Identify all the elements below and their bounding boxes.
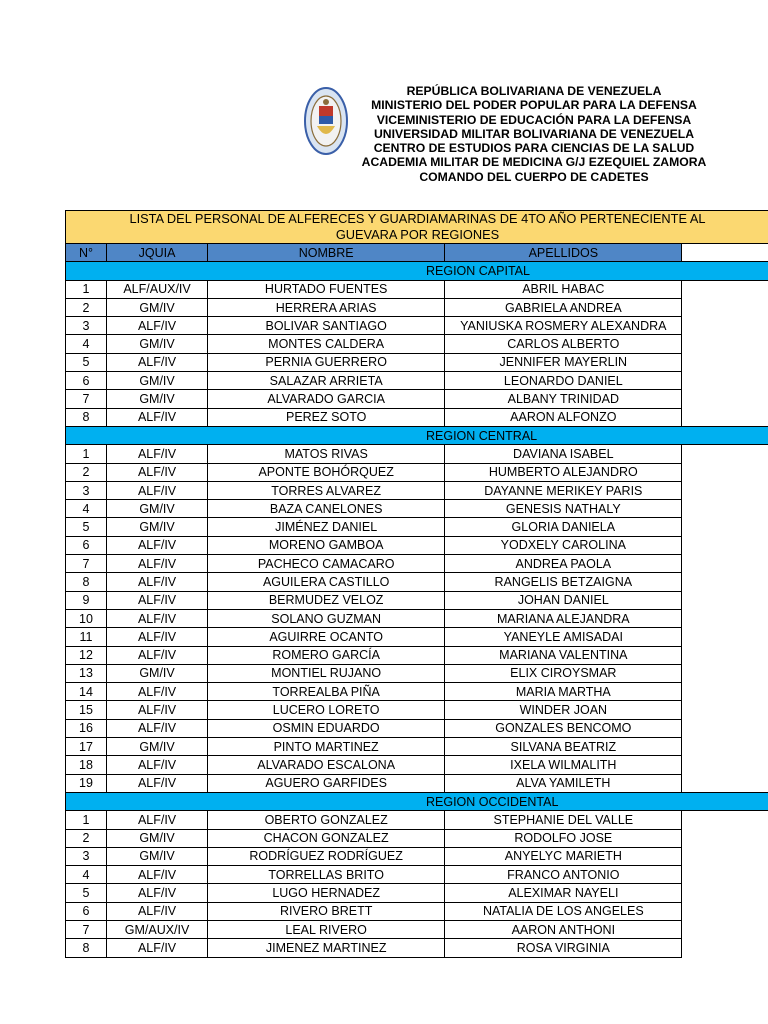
cell-surname: ALVARADO GARCIA: [208, 390, 445, 408]
cell-number: 15: [66, 701, 107, 719]
blank-cell: [682, 591, 768, 609]
cell-number: 6: [66, 536, 107, 554]
blank-cell: [682, 902, 768, 920]
column-header-row: [66, 244, 768, 262]
table-row: [66, 939, 768, 957]
cell-surname: ROMERO GARCÍA: [208, 646, 445, 664]
cell-rank: GM/IV: [107, 335, 208, 353]
cell-given-names: YANEYLE AMISADAI: [445, 628, 682, 646]
cell-given-names: LEONARDO DANIEL: [445, 372, 682, 390]
blank-cell: [682, 280, 768, 298]
blank-cell: [682, 756, 768, 774]
cell-rank: ALF/IV: [107, 774, 208, 792]
blank-cell: [682, 774, 768, 792]
blank-cell: [682, 372, 768, 390]
blank-cell: [682, 463, 768, 481]
blank-cell: [682, 573, 768, 591]
blank-cell: [682, 811, 768, 829]
cell-given-names: ANDREA PAOLA: [445, 555, 682, 573]
cell-given-names: GLORIA DANIELA: [445, 518, 682, 536]
cell-rank: ALF/IV: [107, 609, 208, 627]
cell-rank: GM/AUX/IV: [107, 920, 208, 938]
cell-surname: AGUIRRE OCANTO: [208, 628, 445, 646]
header-line: VICEMINISTERIO DE EDUCACIÓN PARA LA DEFENSA: [376, 112, 692, 127]
cell-given-names: RODOLFO JOSE: [445, 829, 682, 847]
cell-rank: ALF/IV: [107, 555, 208, 573]
table-row: [66, 463, 768, 481]
cell-given-names: YODXELY CAROLINA: [445, 536, 682, 554]
region-row: [66, 426, 768, 444]
cell-surname: MATOS RIVAS: [208, 445, 445, 463]
cell-rank: ALF/IV: [107, 811, 208, 829]
table-row: [66, 390, 768, 408]
cell-rank: ALF/IV: [107, 646, 208, 664]
cell-rank: GM/IV: [107, 298, 208, 316]
blank-cell: [682, 920, 768, 938]
cell-given-names: YANIUSKA ROSMERY ALEXANDRA: [445, 317, 682, 335]
cell-number: 6: [66, 902, 107, 920]
blank-cell: [682, 683, 768, 701]
blank-cell: [682, 701, 768, 719]
cell-given-names: ALBANY TRINIDAD: [445, 390, 682, 408]
cell-given-names: JENNIFER MAYERLIN: [445, 353, 682, 371]
table-row: [66, 591, 768, 609]
table-title: [66, 211, 768, 243]
table-row: [66, 518, 768, 536]
table-row: [66, 847, 768, 865]
cell-given-names: WINDER JOAN: [445, 701, 682, 719]
cell-rank: GM/IV: [107, 372, 208, 390]
blank-cell: [682, 628, 768, 646]
cell-given-names: ANYELYC MARIETH: [445, 847, 682, 865]
document-header: [300, 84, 768, 188]
blank-cell: [682, 317, 768, 335]
cell-number: 19: [66, 774, 107, 792]
cell-surname: MONTES CALDERA: [208, 335, 445, 353]
cell-rank: GM/IV: [107, 847, 208, 865]
cell-number: 1: [66, 280, 107, 298]
cell-surname: LEAL RIVERO: [208, 920, 445, 938]
cell-number: 3: [66, 317, 107, 335]
table-row: [66, 500, 768, 518]
cell-number: 13: [66, 664, 107, 682]
table-row: [66, 573, 768, 591]
cell-given-names: ABRIL HABAC: [445, 280, 682, 298]
blank-cell: [682, 719, 768, 737]
cell-rank: ALF/IV: [107, 884, 208, 902]
cell-number: 7: [66, 920, 107, 938]
cell-given-names: FRANCO ANTONIO: [445, 866, 682, 884]
blank-cell: [682, 738, 768, 756]
cell-surname: ALVARADO ESCALONA: [208, 756, 445, 774]
cell-number: 9: [66, 591, 107, 609]
cell-surname: TORRELLAS BRITO: [208, 866, 445, 884]
cell-number: 2: [66, 463, 107, 481]
cell-surname: HERRERA ARIAS: [208, 298, 445, 316]
cell-number: 3: [66, 481, 107, 499]
cell-surname: LUGO HERNADEZ: [208, 884, 445, 902]
cell-rank: GM/IV: [107, 829, 208, 847]
cell-surname: RODRÍGUEZ RODRÍGUEZ: [208, 847, 445, 865]
cell-rank: GM/IV: [107, 518, 208, 536]
cell-number: 8: [66, 939, 107, 957]
cell-given-names: DAYANNE MERIKEY PARIS: [445, 481, 682, 499]
blank-cell: [682, 847, 768, 865]
blank-cell: [682, 664, 768, 682]
blank-cell: [682, 335, 768, 353]
table-row: [66, 664, 768, 682]
table-row: [66, 280, 768, 298]
blank-cell: [682, 445, 768, 463]
blank-cell: [682, 866, 768, 884]
column-header-rank: JQUIA: [107, 244, 208, 262]
cell-number: 7: [66, 390, 107, 408]
cell-rank: ALF/IV: [107, 628, 208, 646]
cell-surname: SOLANO GUZMAN: [208, 609, 445, 627]
cell-number: 17: [66, 738, 107, 756]
table-row: [66, 609, 768, 627]
cell-rank: ALF/IV: [107, 353, 208, 371]
column-header-number: N°: [66, 244, 107, 262]
region-name: REGION OCCIDENTAL: [426, 794, 559, 809]
cell-number: 3: [66, 847, 107, 865]
table-row: [66, 408, 768, 426]
cell-given-names: ALEXIMAR NAYELI: [445, 884, 682, 902]
cell-surname: HURTADO FUENTES: [208, 280, 445, 298]
cell-surname: BERMUDEZ VELOZ: [208, 591, 445, 609]
table-row: [66, 335, 768, 353]
cell-rank: GM/IV: [107, 664, 208, 682]
cell-surname: JIMENEZ MARTINEZ: [208, 939, 445, 957]
cell-given-names: SILVANA BEATRIZ: [445, 738, 682, 756]
cell-number: 5: [66, 884, 107, 902]
cell-number: 16: [66, 719, 107, 737]
cell-number: 4: [66, 500, 107, 518]
cell-rank: ALF/IV: [107, 756, 208, 774]
cell-rank: ALF/IV: [107, 408, 208, 426]
cell-given-names: CARLOS ALBERTO: [445, 335, 682, 353]
cell-number: 5: [66, 518, 107, 536]
cell-given-names: GABRIELA ANDREA: [445, 298, 682, 316]
table-row: [66, 902, 768, 920]
cell-given-names: MARIA MARTHA: [445, 683, 682, 701]
header-line: COMANDO DEL CUERPO DE CADETES: [419, 169, 649, 184]
cell-rank: ALF/IV: [107, 317, 208, 335]
cell-rank: ALF/IV: [107, 591, 208, 609]
cell-rank: ALF/IV: [107, 701, 208, 719]
cell-given-names: AARON ALFONZO: [445, 408, 682, 426]
table-title-row: [66, 211, 768, 244]
table-row: [66, 866, 768, 884]
blank-cell: [682, 829, 768, 847]
table-row: [66, 756, 768, 774]
cell-number: 6: [66, 372, 107, 390]
table-row: [66, 317, 768, 335]
cell-surname: PINTO MARTINEZ: [208, 738, 445, 756]
cell-number: 2: [66, 829, 107, 847]
cell-given-names: STEPHANIE DEL VALLE: [445, 811, 682, 829]
header-line: REPÚBLICA BOLIVARIANA DE VENEZUELA: [406, 84, 662, 98]
table-row: [66, 536, 768, 554]
blank-cell: [682, 646, 768, 664]
table-row: [66, 445, 768, 463]
column-header-blank: [682, 244, 768, 262]
blank-cell: [682, 408, 768, 426]
cell-given-names: HUMBERTO ALEJANDRO: [445, 463, 682, 481]
table-row: [66, 920, 768, 938]
blank-cell: [682, 518, 768, 536]
cell-number: 10: [66, 609, 107, 627]
cell-rank: ALF/IV: [107, 902, 208, 920]
blank-cell: [682, 609, 768, 627]
cell-number: 18: [66, 756, 107, 774]
cell-number: 14: [66, 683, 107, 701]
cell-surname: OSMIN EDUARDO: [208, 719, 445, 737]
cell-number: 1: [66, 445, 107, 463]
table-row: [66, 884, 768, 902]
cell-given-names: IXELA WILMALITH: [445, 756, 682, 774]
cell-rank: GM/IV: [107, 500, 208, 518]
table-row: [66, 298, 768, 316]
cell-surname: APONTE BOHÓRQUEZ: [208, 463, 445, 481]
table-title-line1: LISTA DEL PERSONAL DE ALFERECES Y GUARDIAMARINAS DE 4TO AÑO PERTENECIENTE AL: [129, 211, 706, 226]
cell-surname: BOLIVAR SANTIAGO: [208, 317, 445, 335]
table-row: [66, 555, 768, 573]
cell-rank: ALF/IV: [107, 719, 208, 737]
cell-number: 8: [66, 408, 107, 426]
cell-number: 11: [66, 628, 107, 646]
cell-rank: ALF/AUX/IV: [107, 280, 208, 298]
cell-number: 8: [66, 573, 107, 591]
table-row: [66, 719, 768, 737]
blank-cell: [682, 481, 768, 499]
cell-number: 5: [66, 353, 107, 371]
region-row: [66, 792, 768, 810]
cell-number: 1: [66, 811, 107, 829]
cell-given-names: MARIANA ALEJANDRA: [445, 609, 682, 627]
table-row: [66, 646, 768, 664]
cell-given-names: ELIX CIROYSMAR: [445, 664, 682, 682]
cell-rank: ALF/IV: [107, 463, 208, 481]
cell-surname: RIVERO BRETT: [208, 902, 445, 920]
cell-surname: PERNIA GUERRERO: [208, 353, 445, 371]
table-row: [66, 829, 768, 847]
cell-number: 12: [66, 646, 107, 664]
blank-cell: [682, 500, 768, 518]
table-row: [66, 683, 768, 701]
cell-surname: LUCERO LORETO: [208, 701, 445, 719]
cell-given-names: ROSA VIRGINIA: [445, 939, 682, 957]
cell-number: 2: [66, 298, 107, 316]
cell-given-names: DAVIANA ISABEL: [445, 445, 682, 463]
header-line: MINISTERIO DEL PODER POPULAR PARA LA DEFENSA: [371, 98, 697, 113]
blank-cell: [682, 298, 768, 316]
cell-surname: AGUILERA CASTILLO: [208, 573, 445, 591]
blank-cell: [682, 390, 768, 408]
blank-cell: [682, 353, 768, 371]
header-line: ACADEMIA MILITAR DE MEDICINA G/J EZEQUIEL ZAMORA: [361, 155, 707, 170]
cell-surname: TORREALBA PIÑA: [208, 683, 445, 701]
cell-rank: ALF/IV: [107, 445, 208, 463]
cell-given-names: GENESIS NATHALY: [445, 500, 682, 518]
cell-rank: ALF/IV: [107, 683, 208, 701]
cell-given-names: RANGELIS BETZAIGNA: [445, 573, 682, 591]
cell-given-names: MARIANA VALENTINA: [445, 646, 682, 664]
cell-given-names: JOHAN DANIEL: [445, 591, 682, 609]
cell-rank: GM/IV: [107, 390, 208, 408]
cell-given-names: ALVA YAMILETH: [445, 774, 682, 792]
cell-surname: CHACON GONZALEZ: [208, 829, 445, 847]
cell-surname: TORRES ALVAREZ: [208, 481, 445, 499]
cell-rank: ALF/IV: [107, 481, 208, 499]
table-row: [66, 481, 768, 499]
cell-surname: BAZA CANELONES: [208, 500, 445, 518]
table-row: [66, 628, 768, 646]
cell-given-names: GONZALES BENCOMO: [445, 719, 682, 737]
region-row: [66, 262, 768, 280]
cell-rank: ALF/IV: [107, 939, 208, 957]
cell-surname: SALAZAR ARRIETA: [208, 372, 445, 390]
column-header-given-names: APELLIDOS: [445, 244, 682, 262]
cell-rank: ALF/IV: [107, 866, 208, 884]
cell-surname: JIMÉNEZ DANIEL: [208, 518, 445, 536]
personnel-table: [65, 210, 768, 958]
table-row: [66, 774, 768, 792]
cell-surname: PACHECO CAMACARO: [208, 555, 445, 573]
cell-given-names: AARON ANTHONI: [445, 920, 682, 938]
header-line: CENTRO DE ESTUDIOS PARA CIENCIAS DE LA SALUD: [373, 141, 695, 156]
blank-cell: [682, 536, 768, 554]
table-title-line2: GUEVARA POR REGIONES: [335, 227, 500, 242]
cell-number: 7: [66, 555, 107, 573]
cell-surname: OBERTO GONZALEZ: [208, 811, 445, 829]
cell-given-names: NATALIA DE LOS ANGELES: [445, 902, 682, 920]
table-row: [66, 738, 768, 756]
table-row: [66, 372, 768, 390]
cell-surname: PEREZ SOTO: [208, 408, 445, 426]
header-line: UNIVERSIDAD MILITAR BOLIVARIANA DE VENEZUELA: [373, 126, 695, 141]
cell-surname: MORENO GAMBOA: [208, 536, 445, 554]
table-row: [66, 353, 768, 371]
table-row: [66, 811, 768, 829]
cell-surname: AGUERO GARFIDES: [208, 774, 445, 792]
column-header-surname: NOMBRE: [208, 244, 445, 262]
blank-cell: [682, 939, 768, 957]
cell-surname: MONTIEL RUJANO: [208, 664, 445, 682]
region-name: REGION CENTRAL: [426, 428, 538, 443]
blank-cell: [682, 884, 768, 902]
table-row: [66, 701, 768, 719]
region-name: REGION CAPITAL: [426, 263, 530, 278]
cell-rank: ALF/IV: [107, 536, 208, 554]
cell-rank: ALF/IV: [107, 573, 208, 591]
cell-number: 4: [66, 866, 107, 884]
cell-rank: GM/IV: [107, 738, 208, 756]
cell-number: 4: [66, 335, 107, 353]
blank-cell: [682, 555, 768, 573]
